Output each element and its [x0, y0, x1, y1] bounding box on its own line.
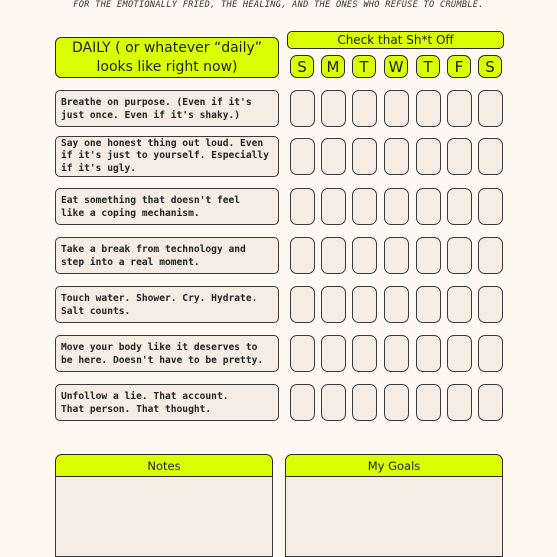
checkbox-task2-monday[interactable] [321, 138, 346, 175]
checkbox-task7-tuesday[interactable] [352, 384, 377, 421]
checkbox-task3-sunday[interactable] [290, 188, 315, 225]
checkbox-task1-saturday[interactable] [478, 90, 503, 127]
day-header-tuesday: T [352, 55, 376, 78]
notes-area[interactable] [55, 477, 273, 557]
checkbox-task6-sunday[interactable] [290, 335, 315, 372]
daily-title: DAILY ( or whatever “daily” looks like right now) [55, 37, 279, 78]
day-header-wednesday: W [384, 55, 408, 78]
task-eat: Eat something that doesn't feel like a coping mechanism. [55, 188, 279, 225]
checkbox-task7-wednesday[interactable] [384, 384, 409, 421]
task-unfollow: Unfollow a lie. That account. That person. That thought. [55, 384, 279, 421]
checkbox-task2-sunday[interactable] [290, 138, 315, 175]
checkbox-task6-tuesday[interactable] [352, 335, 377, 372]
checkbox-task1-wednesday[interactable] [384, 90, 409, 127]
notes-header: Notes [55, 454, 273, 477]
checkbox-task1-tuesday[interactable] [352, 90, 377, 127]
checkbox-task6-friday[interactable] [447, 335, 472, 372]
checkbox-task5-sunday[interactable] [290, 286, 315, 323]
checkbox-task6-wednesday[interactable] [384, 335, 409, 372]
goals-header: My Goals [285, 454, 503, 477]
checkbox-task2-thursday[interactable] [416, 138, 441, 175]
checkbox-task3-tuesday[interactable] [352, 188, 377, 225]
checkbox-task2-wednesday[interactable] [384, 138, 409, 175]
task-honest-thing: Say one honest thing out loud. Even if it's just to yourself. Especially if it's ugly. [55, 136, 279, 177]
checkbox-task1-thursday[interactable] [416, 90, 441, 127]
checkbox-task7-friday[interactable] [447, 384, 472, 421]
checkbox-task4-wednesday[interactable] [384, 237, 409, 274]
checkbox-task2-tuesday[interactable] [352, 138, 377, 175]
checkbox-task4-sunday[interactable] [290, 237, 315, 274]
checkbox-task6-thursday[interactable] [416, 335, 441, 372]
checkbox-task7-sunday[interactable] [290, 384, 315, 421]
checkbox-task3-saturday[interactable] [478, 188, 503, 225]
checkbox-task7-thursday[interactable] [416, 384, 441, 421]
checkbox-task1-monday[interactable] [321, 90, 346, 127]
checkbox-task4-friday[interactable] [447, 237, 472, 274]
checkbox-task3-thursday[interactable] [416, 188, 441, 225]
task-move-body: Move your body like it deserves to be here. Doesn't have to be pretty. [55, 335, 279, 372]
checkbox-task5-friday[interactable] [447, 286, 472, 323]
checkbox-task5-wednesday[interactable] [384, 286, 409, 323]
checkbox-task7-saturday[interactable] [478, 384, 503, 421]
task-water: Touch water. Shower. Cry. Hydrate. Salt counts. [55, 286, 279, 323]
check-off-title: Check that Sh*t Off [287, 31, 504, 49]
task-tech-break: Take a break from technology and step into a real moment. [55, 237, 279, 274]
day-header-saturday: S [478, 55, 502, 78]
checkbox-task5-saturday[interactable] [478, 286, 503, 323]
checkbox-task3-friday[interactable] [447, 188, 472, 225]
checkbox-task4-monday[interactable] [321, 237, 346, 274]
task-breathe: Breathe on purpose. (Even if it's just once. Even if it's shaky.) [55, 90, 279, 127]
tagline: FOR THE EMOTIONALLY FRIED, THE HEALING, AND THE ONES WHO REFUSE TO CRUMBLE. [73, 0, 484, 10]
checkbox-task1-sunday[interactable] [290, 90, 315, 127]
checkbox-task4-saturday[interactable] [478, 237, 503, 274]
checkbox-task2-friday[interactable] [447, 138, 472, 175]
day-header-sunday: S [290, 55, 314, 78]
day-header-monday: M [321, 55, 345, 78]
checkbox-task6-saturday[interactable] [478, 335, 503, 372]
day-header-thursday: T [416, 55, 440, 78]
checkbox-task2-saturday[interactable] [478, 138, 503, 175]
checkbox-task1-friday[interactable] [447, 90, 472, 127]
checkbox-task3-monday[interactable] [321, 188, 346, 225]
goals-area[interactable] [285, 477, 503, 557]
checkbox-task5-monday[interactable] [321, 286, 346, 323]
checkbox-task3-wednesday[interactable] [384, 188, 409, 225]
checkbox-task5-tuesday[interactable] [352, 286, 377, 323]
checkbox-task6-monday[interactable] [321, 335, 346, 372]
checkbox-task4-tuesday[interactable] [352, 237, 377, 274]
checkbox-task5-thursday[interactable] [416, 286, 441, 323]
checkbox-task4-thursday[interactable] [416, 237, 441, 274]
day-header-friday: F [447, 55, 471, 78]
checkbox-task7-monday[interactable] [321, 384, 346, 421]
